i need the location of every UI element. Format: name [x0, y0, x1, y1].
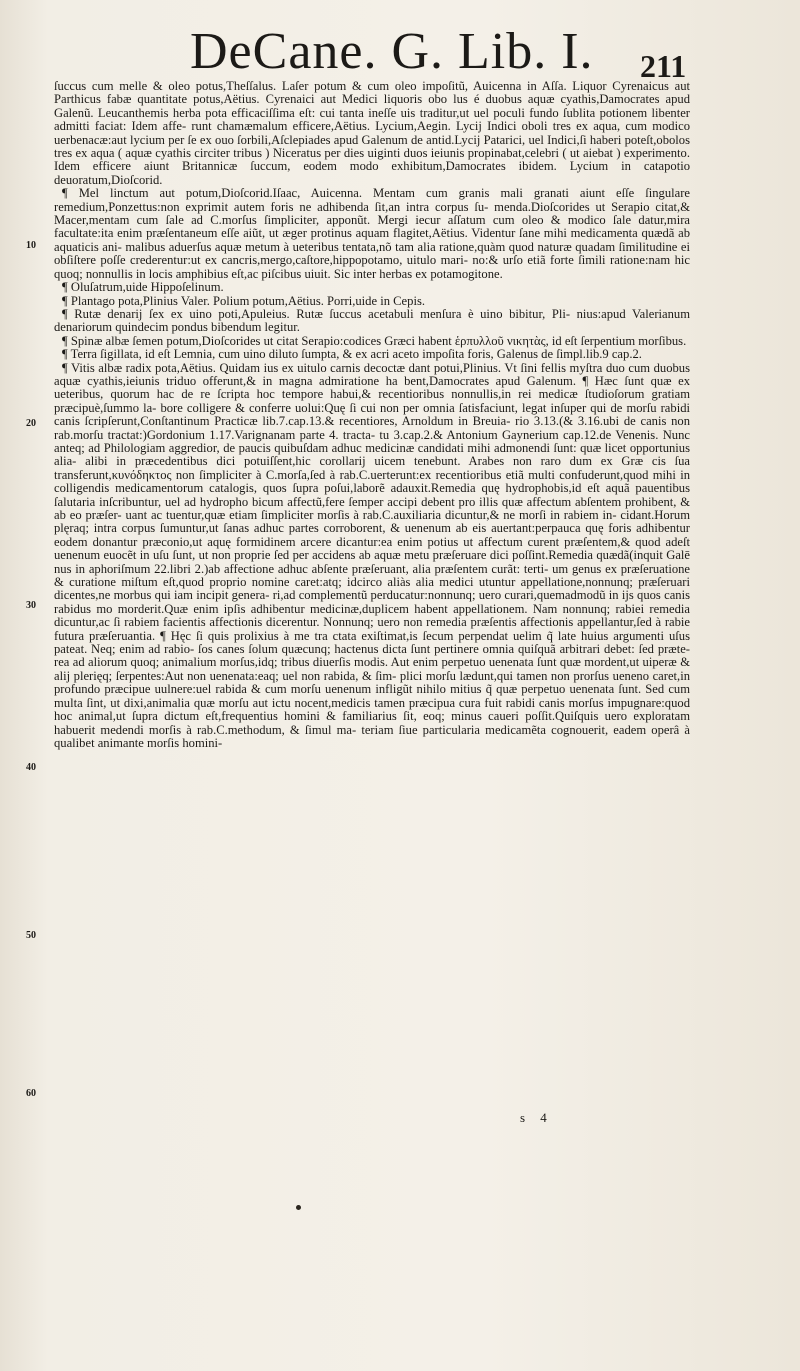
margin-line-number: 30 — [26, 600, 36, 611]
paragraph: ſuccus cum melle & oleo potus,Theſſalus. Laſer potum & cum oleo impoſitũ, Auicenna in Aſſa. Liquor Cyrenaicus aut Parthicus fabæ quantitate potus,Aëtius. Cyrenaici aut Medici liquoris obo lus é duobus aquæ cyathis,Damocrates apud Galenũ. Leucanthemis herba pota efficaciſſima eſt: cui tanta ineſſe uis traditur,ut uel poculi fundo ſublita potionem libenter admitti faciat: Idem affe- runt chamæmalum efficere,Aëtius. Lycium,Aegin. Lycij Indici oboli tres ex aqua, cum modico uerbenacæ:aut lycium per ſe ex ouo ſorbili,Aſclepiades apud Galenum de antid.Lycij Patarici, uel Indici,ſi haberi poteſt,obolos tres ex aqua ( aquæ cyathis circiter tribus ) Niceratus per dies uiginti duos ieiunis propinabat,celebri ( ut aiebat ) experimento. Idem efficere aiunt Britannicæ ſuccum, eodem modo exhibitum,Damocrates ibidem. Lycium in catapotio deuoratum,Dioſcorid. — [54, 79, 690, 187]
margin-line-number: 10 — [26, 240, 36, 251]
paragraph: ¶ Oluſatrum,uide Hippoſelinum. — [62, 280, 224, 295]
main-text-block — [54, 80, 690, 750]
running-title: DeCane. G. Lib. I. — [190, 23, 594, 80]
margin-line-number: 60 — [26, 1088, 36, 1099]
signature-mark: s 4 — [520, 1110, 553, 1125]
ink-spot — [296, 1205, 301, 1210]
margin-line-number: 20 — [26, 418, 36, 429]
paragraph: ¶ Rutæ denarij ſex ex uino poti,Apuleius. Rutæ ſuccus acetabuli menſura è uino bibitur, Pli- nius:apud Valerianum denariorum quindecim pondus bibendum legitur. — [54, 306, 690, 335]
page-number: 211 — [640, 48, 687, 84]
paragraph: ¶ Plantago pota,Plinius Valer. Polium potum,Aëtius. Porri,uide in Cepis. — [62, 293, 425, 308]
paragraph: ¶ Vitis albæ radix pota,Aëtius. Quidam ius ex uitulo carnis decoctæ dant potui,Plinius. Vt ſini fellis myſtra duo cum duobus aquæ cyathis,ieiunis triduo offerunt,& in magna admiratione ha bent,Damocrates apud Galenum. ¶ Hæc ſunt quæ ex ueteribus, quorum hac de re ſcripta hoc tempore habui,& recentioribus nonnullis,in rei medicæ ſtudioſorum gratiam præcipuè,ſummo la- bore colligere & conferre uolui:Quę ſi cui non per omnia ſatisfaciunt, legat inſuper qui de morſu rabidi canis ſcripſerunt,Conſtantinum Practicæ lib.7.cap.13.& recentiores, Arnoldum in Breuia- rio 3.13.(& 3.16.ubi de canis non rab.morſu tractat:)Gordonium 1.17.Varignanam parte 4. tracta- tu 3.cap.2.& Antonium Gaynerium cap.12.de Venenis. Nunc anteq; ad Philologiam aggredior, de paucis quibuſdam adhuc medicinæ candidati mihi admonendi ſunt: quæ licet opportunius alia- alibi in præcedentibus dici potuiſſent,hic corollarij uicem tenebunt. Arabes non raro dum ex Græ cis ſua transferunt,κυνόδηκτος non ſimpliciter à C.morſa,ſed à rab.C.uerterunt:ex recentioribus etiã multi confuderunt,quod mihi in colligendis medicamentorum catalogis, quos ſupra poſui,laborẽ adauxit.Remedia quę hydrophobis,id eſt aquã pauentibus ſalutaria inſcribuntur, uel ad hydropho bicum affectũ,fere ſemper accipi debent pro illis quæ affectum abſentem prohibent, & ab eo præſer- uant ac tuentur,quæ etiam ſimpliciter morſis à rab.C.auxiliaria dicuntur,& ne morſi in rabiem in- cidant.Horum plęraq; intra corpus ſumuntur,ut ſanas adhuc partes corroborent, & uenenum ab eis auertant:perpauca quę foris adhibentur eodem donantur præconio,ut aquę formidinem arcere dicantur:ea enim potius ut affectum curent præſentem,& quod adeſt uenenum euocẽt in uſu ſunt, ut non proprie ſed per accidens ab aquæ metu præſeruare dici poſſint.Remedia quædã(inquit Galē nus in aphoriſmum 22.libri 2.)ab affectione adhuc abſente præſeruant, alia præſentem curãt: terti- um genus ex præſeruatione & curatione miſtum eſt,quod proprio nomine caret:atq; idcirco aliàs alia medici utuntur appellatione,nonnunq; præſeruari dicentes,ne morbus qui iam incipit genera- ri,ad complementũ perducatur:nonnunq; uero curari,quemadmodũ in ijs quos canis rabidus mo morderit.Quæ enim ipſis adhibentur medicinæ,duplicem habent appellationem. Nam nonnunq; rabiei remedia dicuntur,ac ſi rabiem facientis affectionis dicerentur. Nonnunq; uero non remedia præſentis affectionis appellantur,ſed à rabie futura præſeruantia. ¶ Hęc ſi quis prolixius à me tra ctata exiſtimat,is ſecum perpendat uelim q̃ late huius argumenti uſus pateat. Neq; enim ad rabio- ſos canes ſolum quæcunq; hactenus dicta ſunt pertinere omnia quiſquã arbitrari debet: ſed præte- rea ad aliorum quoq; animalium morſus,idq; tribus diuerſis modis. Aut enim perpetuo uenenata ſunt quæ mordent,ut uiperæ & alij plerięq; ſerpentes:Aut non uenenata:eaq; uel non rabida, & ſim- plici morſu lædunt,qui tamen non prorſus ueneno caret,in profundo præcipue uulnere:uel rabida & cum morſu uenenum infligũt nihilo mitius q̃ quæ perpetuo uenenata ſunt. Sed cum multa ſint, ut dixi,animalia quæ morſu aut ictu nocent,medicis tamen præcipua cura fuit rabidi canis morſus impugnare:quod hoc animal,ut ſupra dictum eſt,frequentius homini & familiarius ſit, eoq; minus caueri poſſit.Quiſquis uero exploratam habuerit medendi morſis à rab.C.methodum, & ſimul ma- teriam ſiue particularia medicamẽta cognouerit, eadem operâ à qualibet animante morſis homini- — [54, 360, 690, 750]
margin-line-number: 50 — [26, 930, 36, 941]
paragraph: ¶ Mel linctum aut potum,Dioſcorid.Iſaac, Auicenna. Mentam cum granis mali granati aiunt eſſe ſingulare remedium,Ponzettus:non exprimit autem foris ne adhibenda ſit,an intra corpus ſu- menda.Dioſcorides ut Serapio citat,& Macer,mentam cum ſale ad C.morſus ſimpliciter, apponũt. Mergi iecur aſſatum cum oleo & modico ſale datur,mira facultate:ita enim præſentaneum eſſe aiũt, ut æger protinus aquam flagitet,Aëtius. Videntur ſane mihi medicamenta quædã ab aquaticis ani- malibus aduerſus aquæ metum à ueteribus tentata,nõ tam alia ratione,quàm quod naturæ quadam ſimilitudine ei obſiſtere poſſe crederentur:ut ex cancris,mergo,caſtore,hippopotamo, uitulo mari- no:& urſo etiã forte ſimili ratione:nam hic quoq; nonnullis in locis amphibius eſt,ac piſcibus uiuit. Sic inter herbas ex potamogitone. — [54, 186, 690, 281]
paragraph: ¶ Spinæ albæ ſemen potum,Dioſcorides ut citat Serapio:codices Græci habent ἑρπυλλοῦ νικητὰς, id eſt ſerpentium morſibus. — [62, 333, 687, 348]
margin-line-number: 40 — [26, 762, 36, 773]
paragraph: ¶ Terra ſigillata, id eſt Lemnia, cum uino diluto ſumpta, & ex acri aceto impoſita foris, Galenus de ſimpl.lib.9 cap.2. — [62, 347, 642, 362]
